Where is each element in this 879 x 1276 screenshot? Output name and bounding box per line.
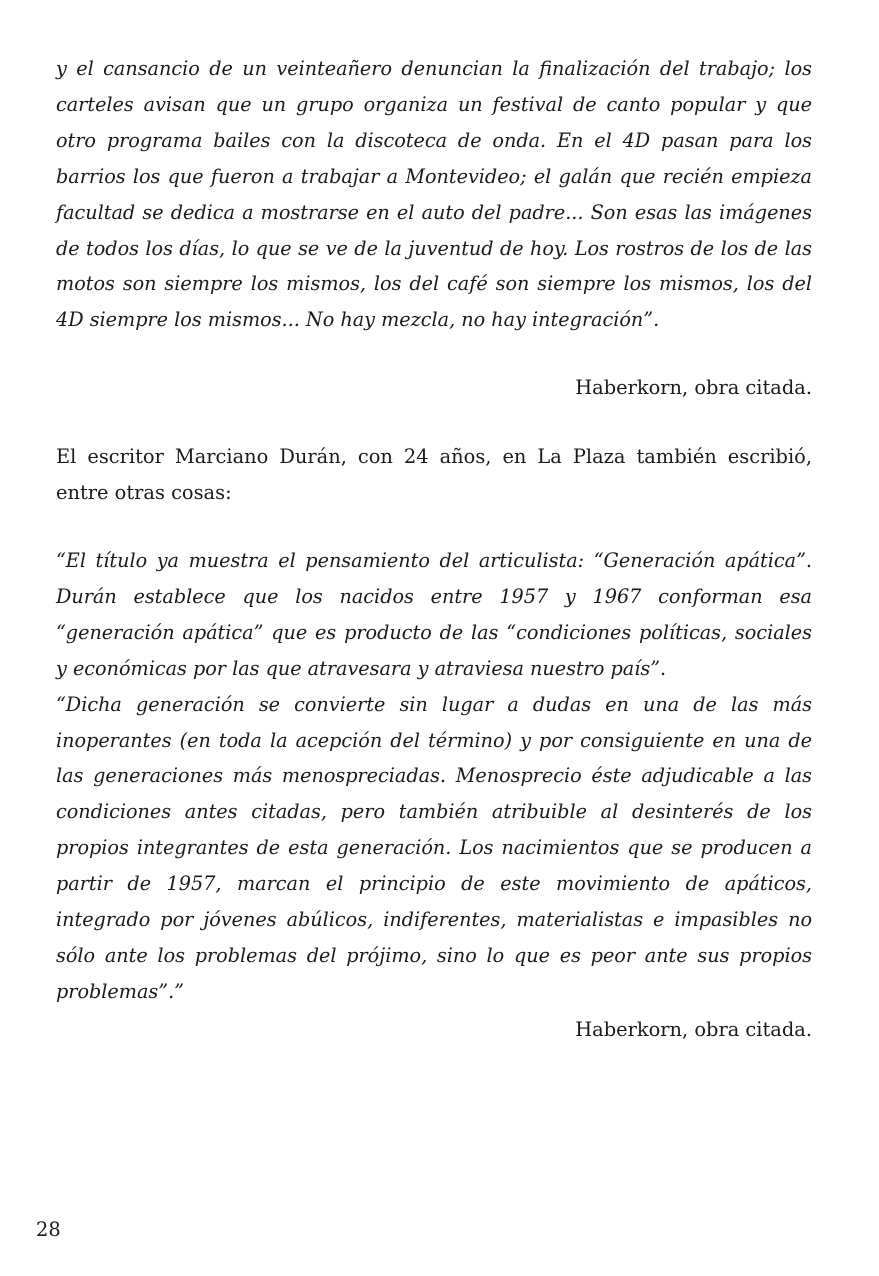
duran-quote-paragraph-1: “El título ya muestra el pensamiento del articulista: “Generación apática”. Durán establece que los nacidos entre 1957 y 1967 conforman esa “generación apática” que es producto de las “condiciones políticas, sociales y económicas por las que atravesara y atraviesa nuestro país”. [56,549,812,680]
duran-quote-paragraph-2: “Dicha generación se convierte sin lugar a dudas en una de las más inoperantes (en toda la acepción del término) y por consiguiente en una de las generaciones más menospreciadas. Menosprecio éste adjudicable a las condiciones antes citadas, pero también atribuible al desinterés de los propios integrantes de esta generación. Los nacimientos que se producen a partir de 1957, marcan el principio de este movimiento de apáticos, integrado por jóvenes abúlicos, indiferentes, materialistas e impasibles no sólo ante los problemas del prójimo, sino lo que es peor ante sus propios problemas”.” [56,692,812,1003]
page-number: 28 [36,1218,61,1241]
quote-attribution-2: Haberkorn, obra citada. [575,1018,812,1041]
quote-continuation-paragraph: y el cansancio de un veinteañero denuncian la finalización del trabajo; los carteles avisan que un grupo organiza un festival de canto popular y que otro programa bailes con la discoteca de onda. En el 4D pasan para los barrios los que fueron a trabajar a Montevideo; el galán que recién empieza facultad se dedica a mostrarse en el auto del padre... Son esas las imágenes de todos los días, lo que se ve de la juventud de hoy. Los rostros de los de las motos son siempre los mismos, los del café son siempre los mismos, los del 4D siempre los mismos... No hay mezcla, no hay integración”. [56,57,812,332]
duran-quote-block [56,543,812,1010]
intro-paragraph: El escritor Marciano Durán, con 24 años, en La Plaza también escribió, entre otras cosas: [56,445,812,504]
quote-attribution: Haberkorn, obra citada. [575,376,812,399]
